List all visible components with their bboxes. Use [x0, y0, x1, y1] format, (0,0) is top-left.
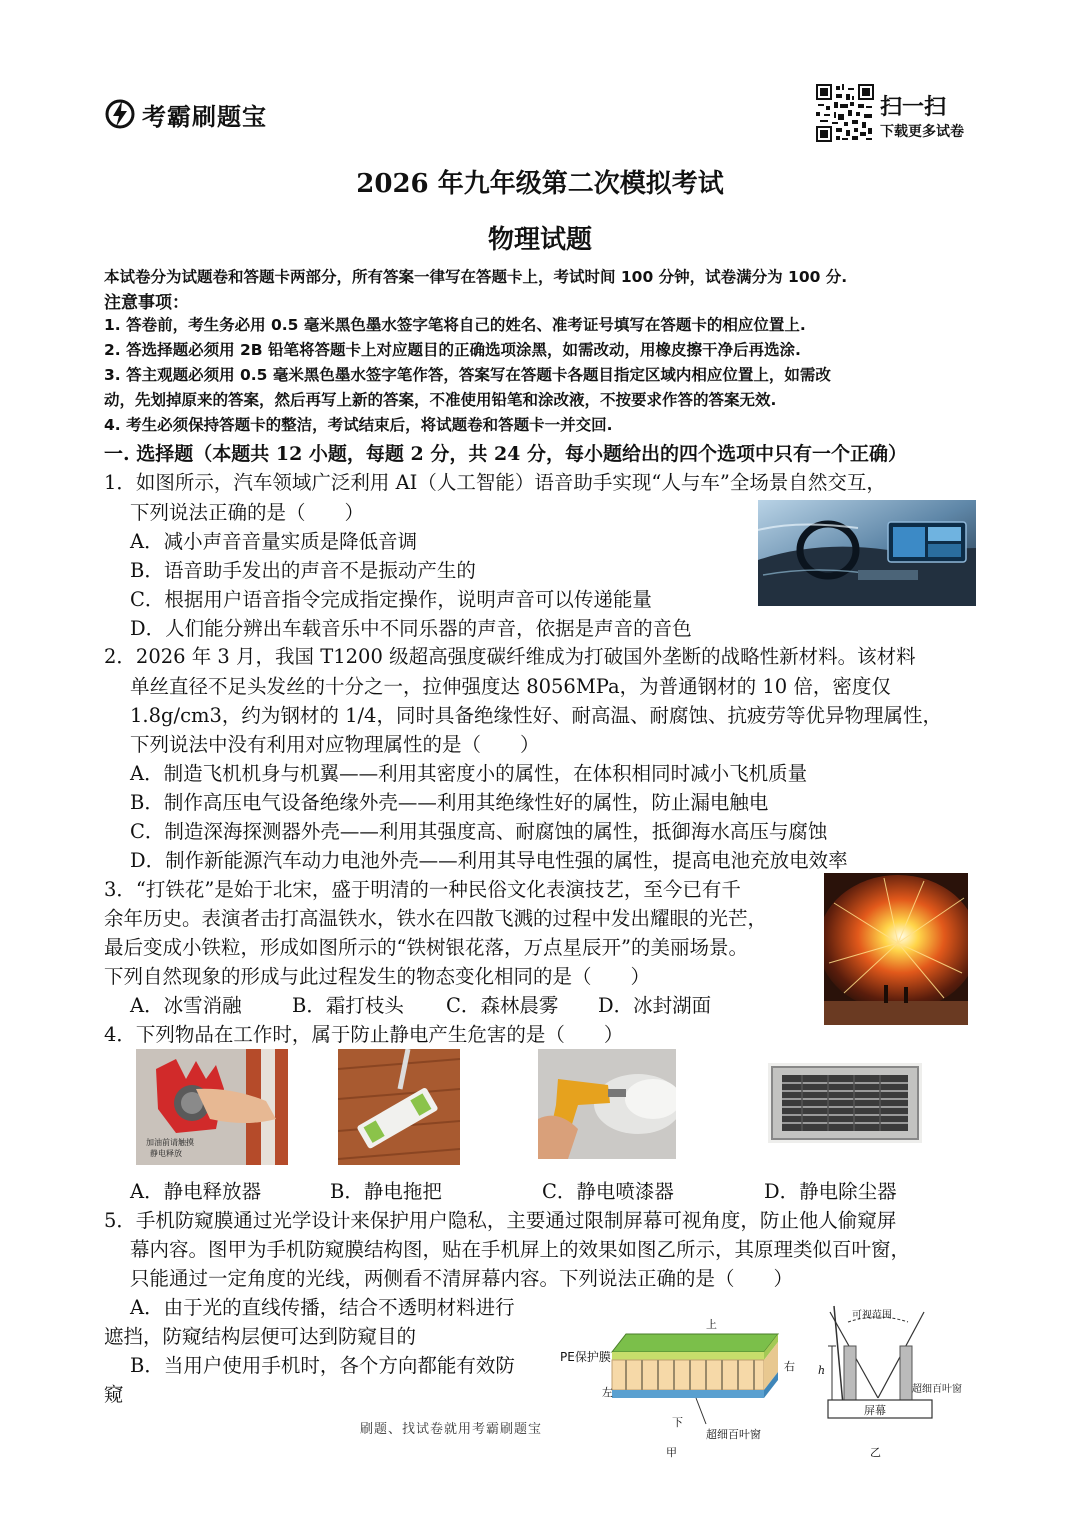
q3-stem-1: 3．“打铁花”是始于北宋，盛于明清的一种民俗文化表演技艺，至今已有千 — [104, 878, 741, 901]
intro-text: 本试卷分为试题卷和答题卡两部分，所有答案一律写在答题卡上，考试时间 100 分钟，试卷满分为 100 分. — [104, 268, 848, 286]
q4-image-a-caption-1: 加油前请触摸 — [146, 1138, 194, 1147]
q3-iron-flower-image — [824, 873, 968, 1025]
q4-option-c: C．静电喷漆器 — [542, 1180, 674, 1203]
q5-yi-range-label: 可视范围 — [852, 1310, 892, 1321]
q2-stem-2: 单丝直径不足头发丝的十分之一，拉伸强度达 8056MPa，为普通钢材的 10 倍，密度仅 — [130, 675, 891, 698]
q5-jia-up-label: 上 — [706, 1318, 717, 1331]
section-header: 一. 选择题（本题共 12 小题，每题 2 分，共 24 分，每小题给出的四个选项中只有一个正确） — [104, 443, 908, 465]
brand-name: 考霸刷题宝 — [142, 102, 267, 131]
exam-subtitle: 物理试题 — [487, 225, 592, 255]
q5-yi-screen-label: 屏幕 — [864, 1404, 886, 1417]
q5-stem-2: 幕内容。图甲为手机防窥膜结构图，贴在手机屏上的效果如图乙所示，其原理类似百叶窗， — [130, 1238, 911, 1261]
qr-code[interactable] — [816, 84, 874, 142]
q5-option-a-1: A．由于光的直线传播，结合不透明材料进行 — [130, 1296, 515, 1319]
scan-title: 扫一扫 — [880, 95, 947, 120]
q5-jia-pe-label: PE保护膜 — [560, 1350, 611, 1364]
q5-stem-3: 只能通过一定角度的光线，两侧看不清屏幕内容。下列说法正确的是（ ） — [130, 1267, 794, 1290]
q5-figure-jia — [556, 1312, 806, 1462]
brand-logo — [104, 96, 267, 132]
exam-title: 2026 年九年级第二次模拟考试 — [356, 169, 724, 199]
q3-stem-3: 最后变成小铁粒，形成如图所示的“铁树银花落，万点星辰开”的美丽场景。 — [104, 936, 748, 959]
q3-stem-4: 下列自然现象的形成与此过程发生的物态变化相同的是（ ） — [104, 965, 651, 988]
notice-3: 3. 答主观题必须用 0.5 毫米黑色墨水签字笔作答，答案写在答题卡各题目指定区域内相应位置上，如需改 — [104, 366, 831, 384]
q2-option-c: C．制造深海探测器外壳——利用其强度高、耐腐蚀的属性，抵御海水高压与腐蚀 — [130, 820, 828, 843]
q5-jia-down-label: 下 — [672, 1416, 683, 1429]
notice-title: 注意事项： — [104, 293, 189, 313]
q2-option-d: D．制作新能源汽车动力电池外壳——利用其导电性强的属性，提高电池充放电效率 — [130, 849, 848, 872]
q1-car-interior-image — [758, 500, 976, 606]
q2-option-a: A．制造飞机机身与机翼——利用其密度小的属性，在体积相同时减小飞机质量 — [130, 762, 808, 785]
q5-jia-right-label: 右 — [784, 1360, 795, 1373]
q5-jia-caption: 甲 — [666, 1446, 677, 1459]
scan-subtitle: 下载更多试卷 — [880, 124, 964, 140]
q4-option-a: A．静电释放器 — [130, 1180, 262, 1203]
q4-option-b: B．静电拖把 — [330, 1180, 442, 1203]
notice-4: 4. 考生必须保持答题卡的整洁，考试结束后，将试题卷和答题卡一并交回. — [104, 416, 613, 434]
q4-image-c-spray-gun — [538, 1049, 676, 1159]
q3-stem-2: 余年历史。表演者击打高温铁水，铁水在四散飞溅的过程中发出耀眼的光芒， — [104, 907, 768, 930]
q4-image-a-caption-2: 静电释放 — [150, 1149, 182, 1158]
q5-figure-yi — [808, 1298, 980, 1460]
q1-option-c: C．根据用户语音指令完成指定操作，说明声音可以传递能量 — [130, 588, 652, 611]
lightning-logo-icon — [104, 96, 136, 132]
q4-image-b-mop — [338, 1049, 460, 1165]
q5-yi-h-label: h — [818, 1364, 826, 1377]
q5-option-b-2: 窥 — [104, 1383, 124, 1406]
q5-stem-1: 5．手机防窥膜通过光学设计来保护用户隐私，主要通过限制屏幕可视角度，防止他人偷窥屏 — [104, 1209, 897, 1232]
q3-option-d: D．冰封湖面 — [598, 994, 712, 1017]
q3-option-a: A．冰雪消融 — [130, 994, 242, 1017]
q4-image-a-discharger — [136, 1049, 288, 1165]
qr-code-icon — [816, 84, 874, 142]
q5-option-b-1: B．当用户使用手机时，各个方向都能有效防 — [130, 1354, 515, 1377]
q4-image-d-dust-collector — [768, 1063, 922, 1143]
q2-stem-1: 2．2026 年 3 月，我国 T1200 级超高强度碳纤维成为打破国外垄断的战略性新材料。该材料 — [104, 645, 916, 668]
q5-option-a-2: 遮挡，防窥结构层便可达到防窥目的 — [104, 1325, 417, 1348]
q2-option-b: B．制作高压电气设备绝缘外壳——利用其绝缘性好的属性，防止漏电触电 — [130, 791, 769, 814]
q1-stem-2: 下列说法正确的是（ ） — [130, 501, 365, 524]
q5-jia-left-label: 左 — [602, 1386, 613, 1399]
q1-option-d: D．人们能分辨出车载音乐中不同乐器的声音，依据是声音的音色 — [130, 617, 692, 640]
page-footer: 刷题、找试卷就用考霸刷题宝 — [360, 1422, 543, 1437]
q1-stem-1: 1．如图所示，汽车领域广泛利用 AI（人工智能）语音助手实现“人与车”全场景自然交互， — [104, 471, 886, 494]
q1-option-a: A．减小声音音量实质是降低音调 — [130, 530, 418, 553]
q3-option-c: C．森林晨雾 — [446, 994, 559, 1017]
notice-2: 2. 答选择题必须用 2B 铅笔将答题卡上对应题目的正确选项涂黑，如需改动，用橡皮擦干净后再选涂. — [104, 341, 801, 359]
notice-3-cont: 动，先划掉原来的答案，然后再写上新的答案，不准使用铅笔和涂改液，不按要求作答的答案无效. — [104, 391, 777, 409]
q5-jia-louver-label: 超细百叶窗 — [706, 1428, 761, 1441]
q4-stem: 4．下列物品在工作时，属于防止静电产生危害的是（ ） — [104, 1023, 624, 1046]
q1-option-b: B．语音助手发出的声音不是振动产生的 — [130, 559, 476, 582]
notice-1: 1. 答卷前，考生务必用 0.5 毫米黑色墨水签字笔将自己的姓名、准考证号填写在答题卡的相应位置上. — [104, 316, 806, 334]
q5-yi-louver-label: 超细百叶窗 — [912, 1384, 962, 1395]
q3-option-b: B．霜打枝头 — [292, 994, 404, 1017]
q4-option-d: D．静电除尘器 — [764, 1180, 897, 1203]
q2-stem-4: 下列说法中没有利用对应物理属性的是（ ） — [130, 733, 540, 756]
q2-stem-3: 1.8g/cm3，约为钢材的 1/4，同时具备绝缘性好、耐高温、耐腐蚀、抗疲劳等优异物理属性， — [130, 704, 942, 727]
q5-yi-caption: 乙 — [870, 1446, 881, 1459]
